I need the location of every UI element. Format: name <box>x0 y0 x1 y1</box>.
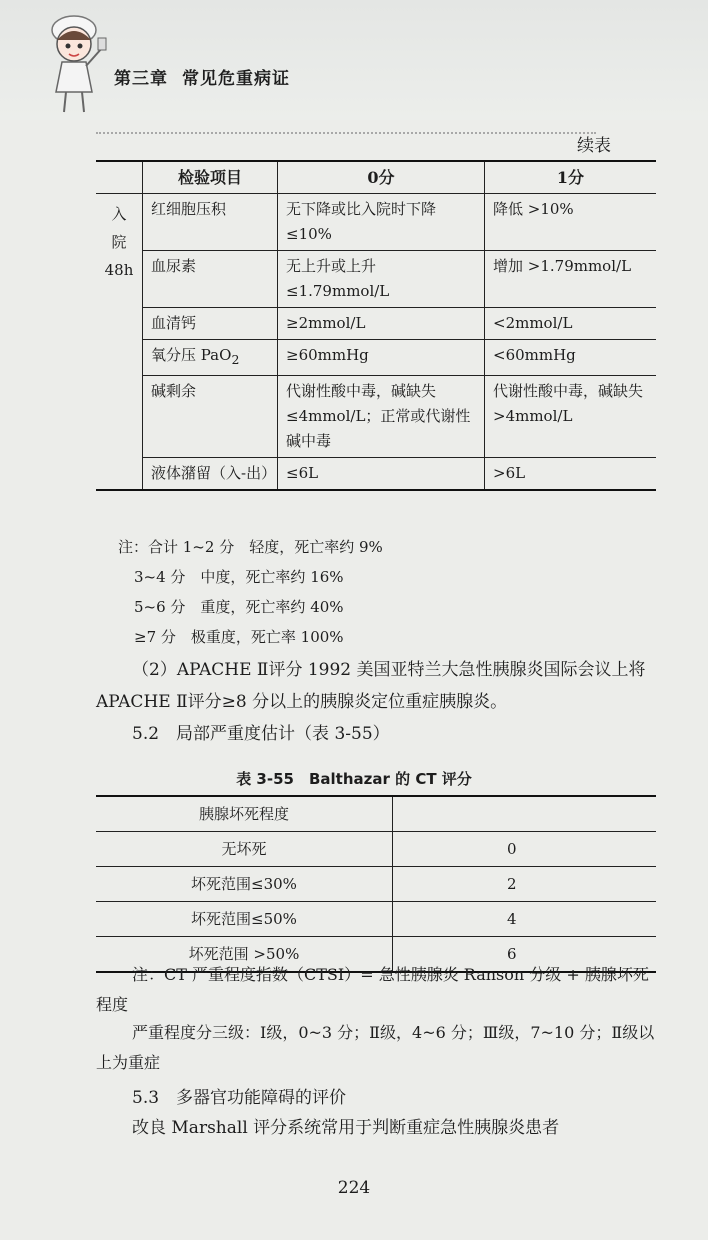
section-heading-5-2: 5.2 局部严重度估计（表 3-55） <box>132 724 390 744</box>
chapter-number: 第三章 <box>114 69 168 89</box>
header-dotted-rule <box>96 132 596 134</box>
cell-zero: ≤6L <box>278 458 485 491</box>
cell-label: 坏死范围≤30% <box>96 867 393 902</box>
cell-one: >6L <box>485 458 657 491</box>
grade-note: 严重程度分三级：Ⅰ级，0~3 分；Ⅱ级，4~6 分；Ⅲ级，7~10 分；Ⅱ级以上为重症 <box>96 1023 655 1072</box>
ranson-table-continued <box>96 160 656 491</box>
cell-item: 血清钙 <box>143 308 278 340</box>
cell-one: 降低 >10% <box>485 194 657 251</box>
table-row <box>96 867 656 902</box>
ctsi-note: 注：CT 严重程度指数（CTSI）= 急性胰腺炎 Ranson 分级 + 胰腺坏死程度 <box>96 965 649 1014</box>
cell-item: 碱剩余 <box>143 376 278 458</box>
cell-one: <60mmHg <box>485 340 657 376</box>
cell-item-main: 氧分压 PaO <box>151 346 232 364</box>
table-row <box>96 251 656 308</box>
table-corner <box>96 161 143 194</box>
cell-zero: 代谢性酸中毒，碱缺失≤4mmol/L；正常或代谢性碱中毒 <box>278 376 485 458</box>
col-header-item: 检验项目 <box>143 161 278 194</box>
side-label-char: 入 <box>111 205 127 223</box>
cell-zero: 无下降或比入院时下降≤10% <box>278 194 485 251</box>
cell-value: 6 <box>393 937 657 973</box>
col-header-score <box>393 796 657 832</box>
col-header-zero: 0分 <box>278 161 485 194</box>
cell-one: 增加 >1.79mmol/L <box>485 251 657 308</box>
table-row <box>96 376 656 458</box>
table-row <box>96 340 656 376</box>
side-label-char: 48h <box>104 261 134 279</box>
cell-zero: ≥2mmol/L <box>278 308 485 340</box>
cell-value: 0 <box>393 832 657 867</box>
table-row <box>96 832 656 867</box>
paragraph-marshall: 改良 Marshall 评分系统常用于判断重症急性胰腺炎患者 <box>132 1118 560 1138</box>
cell-item-subscript: 2 <box>231 352 240 367</box>
table-row <box>96 194 656 251</box>
cell-zero: ≥60mmHg <box>278 340 485 376</box>
table-header-row <box>96 161 656 194</box>
nurse-mascot-icon <box>38 4 114 116</box>
table-note-line: ≥7 分 极重度，死亡率 100% <box>134 628 344 646</box>
table-note-line: 3~4 分 中度，死亡率约 16% <box>134 568 344 586</box>
chapter-title: 常见危重病证 <box>182 69 290 89</box>
table-row <box>96 308 656 340</box>
cell-value: 4 <box>393 902 657 937</box>
cell-value: 2 <box>393 867 657 902</box>
table-row <box>96 902 656 937</box>
cell-item: 液体潴留（入-出） <box>143 458 278 491</box>
balthazar-ct-table <box>96 795 656 973</box>
table-row <box>96 458 656 491</box>
col-header-necrosis: 胰腺坏死程度 <box>96 796 393 832</box>
continued-label: 续表 <box>577 136 611 156</box>
cell-label: 无坏死 <box>96 832 393 867</box>
side-label-char: 院 <box>111 233 127 251</box>
cell-item: 红细胞压积 <box>143 194 278 251</box>
table2-title: 表 3-55 Balthazar 的 CT 评分 <box>236 770 472 788</box>
chapter-heading <box>114 64 304 89</box>
page-number: 224 <box>337 1178 371 1198</box>
cell-one: <2mmol/L <box>485 308 657 340</box>
side-label <box>96 194 143 491</box>
col-header-one: 1分 <box>485 161 657 194</box>
cell-item: 血尿素 <box>143 251 278 308</box>
cell-one: 代谢性酸中毒，碱缺失 >4mmol/L <box>485 376 657 458</box>
cell-label: 坏死范围 >50% <box>96 937 393 973</box>
table-header-row <box>96 796 656 832</box>
cell-zero: 无上升或上升≤1.79mmol/L <box>278 251 485 308</box>
table-note-line: 5~6 分 重度，死亡率约 40% <box>134 598 344 616</box>
cell-label: 坏死范围≤50% <box>96 902 393 937</box>
paragraph-apache: （2）APACHE Ⅱ评分 1992 美国亚特兰大急性胰腺炎国际会议上将 APACHE Ⅱ评分≥8 分以上的胰腺炎定位重症胰腺炎。 <box>96 660 646 712</box>
cell-item <box>143 340 278 376</box>
table-note-line: 注：合计 1~2 分 轻度，死亡率约 9% <box>118 538 383 556</box>
section-heading-5-3: 5.3 多器官功能障碍的评价 <box>132 1088 347 1108</box>
